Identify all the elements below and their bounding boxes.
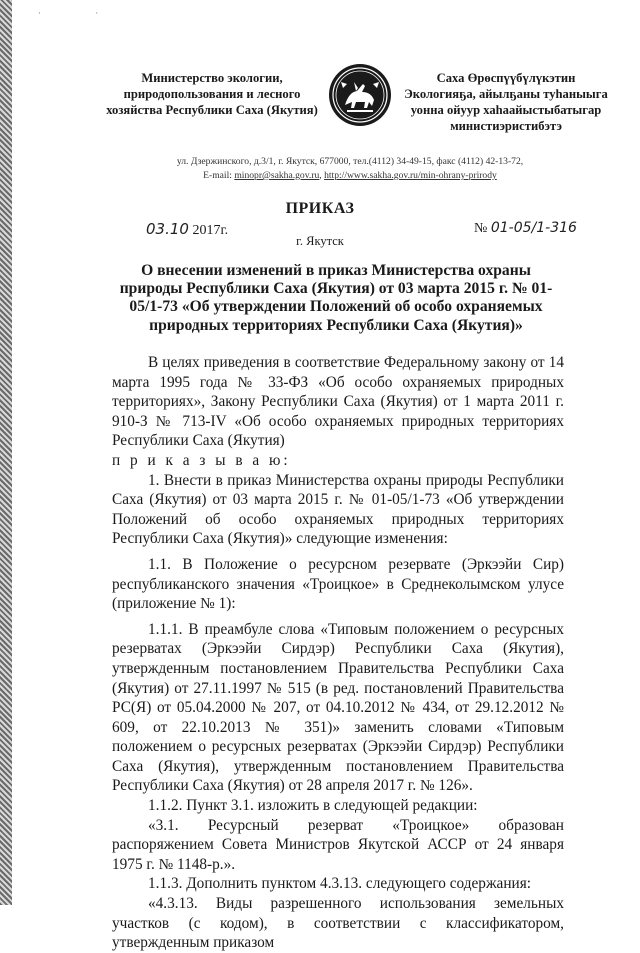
paragraph-item-1-1-1: 1.1.1. В преамбуле слова «Типовым положением о ресурсных резерватах (Эркээйи Сирдэр) Республики Саха (Якутия), утвержденным постановлением Правительства Республики Саха (Якутия) от 27.11.1997 № 515 (в ред. постановлений Правительства РС(Я) от 05.04.2000 № 207, от 04.10.2012 № 434, от 29.12.2012 № 609, от 22.10.2013 № 351)» заменить словами «Типовым положением о ресурсных резерватах (Эркээйи Сирдэр) Республики Саха (Якутия), утвержденным постановлением Правительства Республики Саха (Якутия) от 28 апреля 2017 г. № 126». xyxy=(112,620,564,795)
ministry-line: природопользования и лесного xyxy=(123,87,301,101)
city: г. Якутск xyxy=(296,234,344,248)
paragraph-preamble: В целях приведения в соответствие Федеральному закону от 14 марта 1995 года № 33-ФЗ «Об особо охраняемых природных территориях», Закону Республики Саха (Якутия) от 1 марта 2011 г. 910-З № 713-IV «Об особо охраняемых природных территориях Республики Саха (Якутия) xyxy=(112,354,564,450)
paragraph-item-1: 1. Внести в приказ Министерства охраны природы Республики Саха (Якутия) от 03 марта 2015 г. № 01-05/1-73 «Об утверждении Положений об особо охраняемых природных территориях Республики Саха (Якутия)» следующие изменения: xyxy=(112,471,564,548)
ministry-name-russian xyxy=(92,70,332,118)
scan-edge-pattern xyxy=(0,0,12,905)
paragraph-quote-4-3-13: «4.3.13. Виды разрешенного использования земельных участков (с кодом), в соответствии с классификатором, утвержденным приказом xyxy=(112,895,564,952)
website-link[interactable]: http://www.sakha.gov.ru/min-ohrany-prirody xyxy=(324,170,497,181)
paragraph-quote-3-1: «3.1. Ресурсный резерват «Троицкое» образован распоряжением Совета Министров Якутской АССР от 24 января 1975 г. № 1148-р.». xyxy=(112,816,564,873)
paragraph-item-1-1-3: 1.1.3. Дополнить пунктом 4.3.13. следующего содержания: xyxy=(148,875,531,893)
address-line: ул. Дзержинского, д.3/1, г. Якутск, 677000, тел.(4112) 34-49-15, факс (4112) 42-13-72, xyxy=(176,156,524,167)
paragraph-item-1-1: 1.1. В Положение о ресурсном резервате (Эркээйи Сир) республиканского значения «Троицкое» в Среднеколымском улусе (приложение № 1): xyxy=(112,555,564,613)
email-label: E-mail: xyxy=(203,170,235,181)
scan-marks: · · xyxy=(38,8,125,18)
handwritten-date: 03.10 xyxy=(146,220,189,238)
document-body xyxy=(112,353,564,953)
separator: , xyxy=(319,170,325,181)
ministry-line: уонна ойуур хаһаайыстыбатыгар xyxy=(410,103,602,117)
contact-line xyxy=(150,169,550,183)
order-subject: О внесении изменений в приказ Министерства охраны природы Республики Саха (Якутия) от 03 марта 2015 г. № 01-05/1-73 «Об утверждении Положений об особо охраняемых природных территориях Республики Саха (Якутия)» xyxy=(119,262,553,334)
paragraph-item-1-1-2: 1.1.2. Пункт 3.1. изложить в следующей редакции: xyxy=(148,797,478,815)
handwritten-number: 01-05/1-316 xyxy=(490,220,577,236)
ministry-line: Экологияҕа, айылҕаны туһаныыга xyxy=(404,87,608,101)
ministry-line: хозяйства Республики Саха (Якутия) xyxy=(106,103,318,117)
coat-of-arms-emblem xyxy=(327,62,393,128)
order-decree-word: п р и к а з ы в а ю: xyxy=(112,451,291,469)
contact-address xyxy=(150,155,550,183)
email-link[interactable]: minopr@sakha.gov.ru xyxy=(234,170,320,181)
ministry-line: Министерство экологии, xyxy=(141,71,283,85)
ministry-line: Саха Өрөспүүбүлүкэтин xyxy=(436,71,576,85)
printed-year: 2017г. xyxy=(188,223,229,238)
number-sign: № xyxy=(474,221,491,236)
document-title: ПРИКАЗ xyxy=(285,200,355,217)
ministry-name-yakut xyxy=(400,70,612,134)
ministry-line: министиэристибэтэ xyxy=(450,119,562,133)
